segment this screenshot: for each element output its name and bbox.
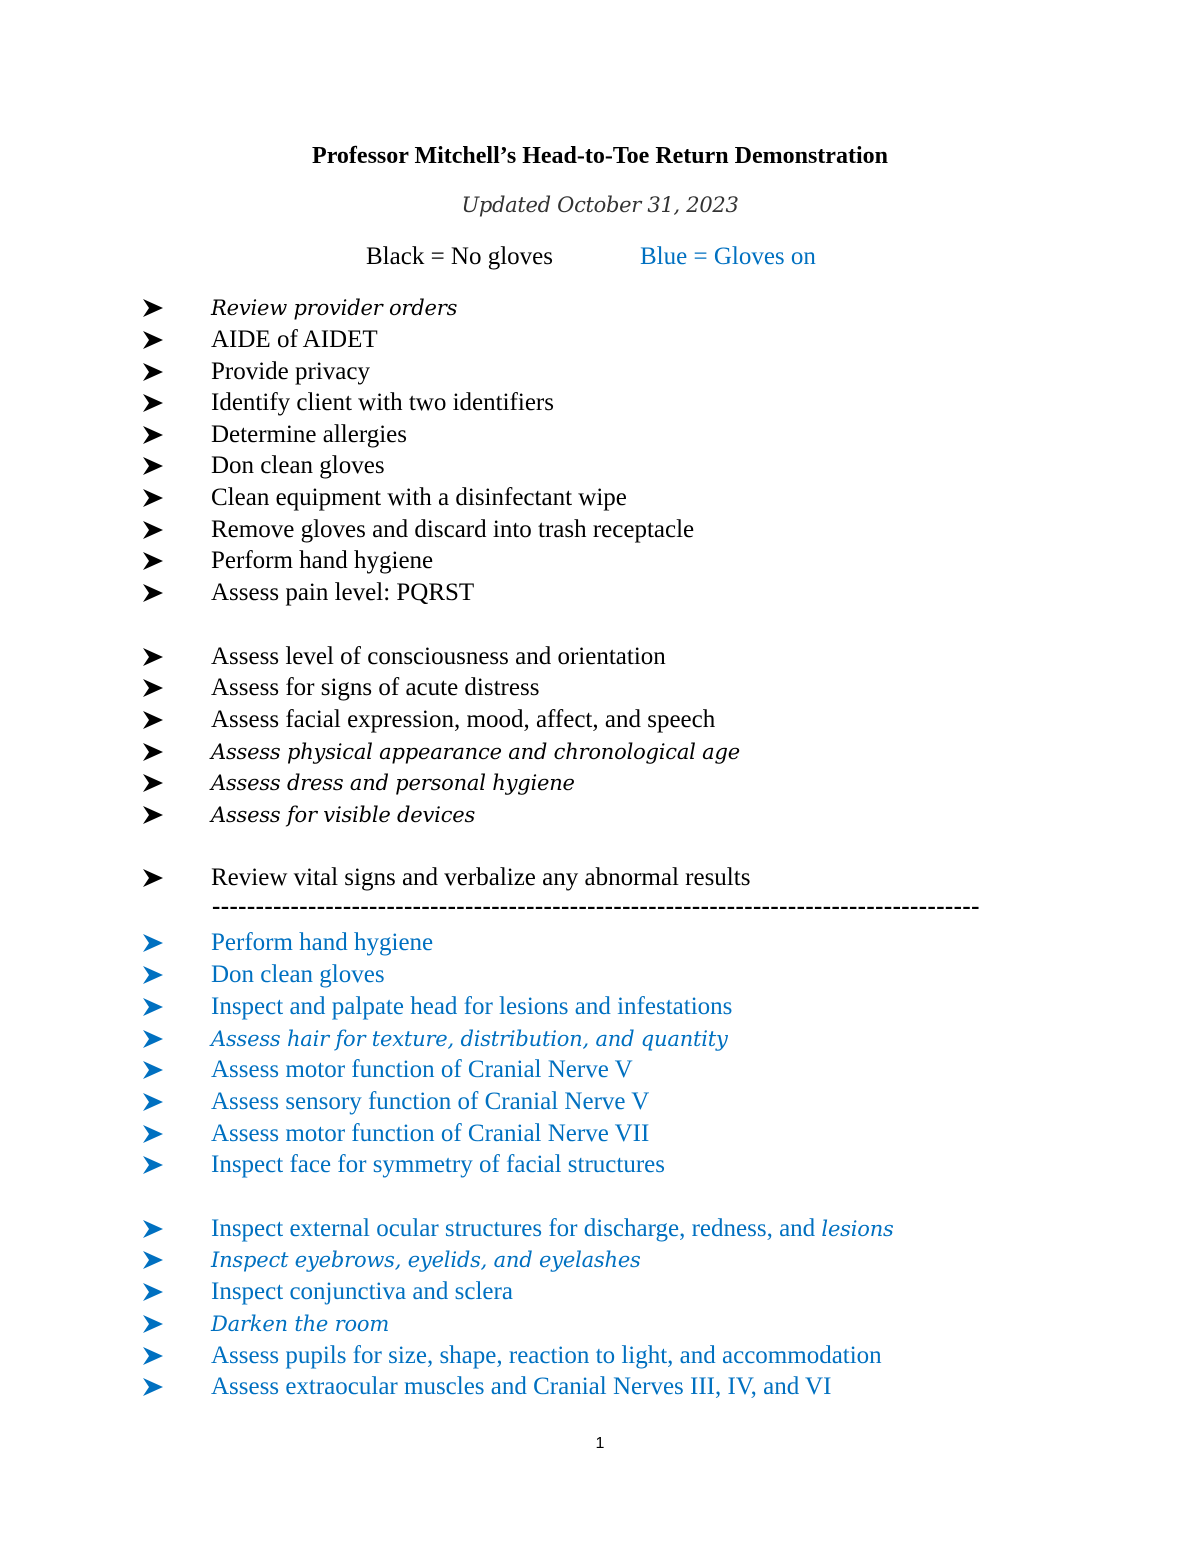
arrowhead-bullet-icon (142, 1281, 164, 1303)
checklist-item-text (211, 325, 378, 355)
arrowhead-bullet-icon (142, 392, 164, 414)
checklist-item (0, 293, 1200, 323)
item-text: Assess physical appearance and chronological age (211, 740, 740, 764)
checklist-item (0, 705, 1200, 735)
arrowhead-bullet-icon (142, 709, 164, 731)
checklist-item-text (211, 515, 694, 545)
item-text: Assess motor function of Cranial Nerve V (211, 1056, 633, 1083)
checklist-item (0, 768, 1200, 798)
checklist-item-text (211, 705, 715, 735)
checklist-item (0, 960, 1200, 990)
legend-blue: Blue = Gloves on (640, 243, 816, 270)
checklist-item (0, 800, 1200, 830)
arrowhead-bullet-icon (142, 867, 164, 889)
arrowhead-bullet-icon (142, 677, 164, 699)
checklist-item-text (211, 960, 385, 990)
arrowhead-bullet-icon (142, 487, 164, 509)
checklist-item-text (211, 578, 474, 608)
item-text: Darken the room (211, 1312, 390, 1336)
item-text: Inspect and palpate head for lesions and infestations (211, 993, 733, 1020)
arrowhead-bullet-icon (142, 297, 164, 319)
arrowhead-bullet-icon (142, 1218, 164, 1240)
checklist-item-text (211, 1024, 728, 1054)
checklist-item-text (211, 1119, 649, 1149)
checklist-item (0, 1087, 1200, 1117)
item-text: Review vital signs and verbalize any abnormal results (211, 864, 751, 891)
document-title: Professor Mitchell’s Head-to-Toe Return Demonstration (312, 143, 888, 169)
checklist-item (0, 1214, 1200, 1244)
arrowhead-bullet-icon (142, 1345, 164, 1367)
arrowhead-bullet-icon (142, 1249, 164, 1271)
checklist-item (0, 1150, 1200, 1180)
item-text: Assess extraocular muscles and Cranial Nerves III, IV, and VI (211, 1373, 832, 1400)
item-text: Determine allergies (211, 421, 407, 448)
item-text: Assess for signs of acute distress (211, 674, 540, 701)
section-separator: ---------------------------------------------------------------------------------------- (212, 893, 980, 920)
checklist-item-text (211, 1245, 641, 1275)
checklist-item (0, 1309, 1200, 1339)
checklist-item-text (211, 1150, 665, 1180)
item-text: Assess motor function of Cranial Nerve VII (211, 1120, 650, 1147)
arrowhead-bullet-icon (142, 932, 164, 954)
arrowhead-bullet-icon (142, 1154, 164, 1176)
item-text: Review provider orders (211, 296, 458, 320)
checklist-item-text (211, 546, 433, 576)
item-text: Provide privacy (211, 358, 370, 385)
item-text: Assess pupils for size, shape, reaction to light, and accommodation (211, 1342, 882, 1369)
checklist-item (0, 420, 1200, 450)
page-number: 1 (595, 1435, 605, 1452)
checklist-item (0, 515, 1200, 545)
legend-black: Black = No gloves (366, 243, 553, 270)
checklist-item (0, 1341, 1200, 1371)
checklist-item-text (211, 451, 385, 481)
checklist-item-text (211, 357, 370, 387)
checklist-item-text (211, 483, 627, 513)
checklist-item (0, 451, 1200, 481)
checklist-item (0, 642, 1200, 672)
checklist-item-text (211, 1277, 513, 1307)
item-text: AIDE of AIDET (211, 326, 378, 353)
checklist-item-text (211, 642, 666, 672)
arrowhead-bullet-icon (142, 804, 164, 826)
checklist-item (0, 992, 1200, 1022)
arrowhead-bullet-icon (142, 582, 164, 604)
checklist-item (0, 928, 1200, 958)
checklist-item-text (211, 673, 539, 703)
checklist-item-text (211, 1309, 389, 1339)
checklist-item-text (211, 928, 433, 958)
item-text: Assess sensory function of Cranial Nerve V (211, 1088, 650, 1115)
checklist-item-text (211, 388, 554, 418)
updated-date: Updated October 31, 2023 (461, 193, 739, 217)
arrowhead-bullet-icon (142, 1123, 164, 1145)
checklist-item-text (211, 863, 750, 893)
item-text: Identify client with two identifiers (211, 389, 554, 416)
arrowhead-bullet-icon (142, 455, 164, 477)
item-text: Assess dress and personal hygiene (211, 771, 575, 795)
arrowhead-bullet-icon (142, 1091, 164, 1113)
item-text: Inspect eyebrows, eyelids, and eyelashes (211, 1248, 641, 1272)
item-text: Perform hand hygiene (211, 929, 434, 956)
checklist-item-text (211, 1087, 649, 1117)
arrowhead-bullet-icon (142, 550, 164, 572)
arrowhead-bullet-icon (142, 424, 164, 446)
checklist-item (0, 1245, 1200, 1275)
checklist-item (0, 1024, 1200, 1054)
item-text: Don clean gloves (211, 961, 385, 988)
item-text: Assess hair for texture, distribution, and quantity (211, 1027, 728, 1051)
checklist-item (0, 1119, 1200, 1149)
checklist-item-text (211, 992, 732, 1022)
checklist-item-text (211, 1372, 831, 1402)
checklist-item (0, 546, 1200, 576)
item-text: Remove gloves and discard into trash receptacle (211, 516, 695, 543)
arrowhead-bullet-icon (142, 1376, 164, 1398)
checklist-item-text (211, 1214, 894, 1244)
checklist-item (0, 1055, 1200, 1085)
checklist-item (0, 863, 1200, 893)
arrowhead-bullet-icon (142, 996, 164, 1018)
checklist-item-text (211, 737, 740, 767)
arrowhead-bullet-icon (142, 772, 164, 794)
checklist-item (0, 737, 1200, 767)
item-text: Assess facial expression, mood, affect, and speech (211, 706, 716, 733)
item-text: Inspect external ocular structures for discharge, redness, and (211, 1215, 822, 1242)
checklist-item-text (211, 1055, 633, 1085)
arrowhead-bullet-icon (142, 1313, 164, 1335)
checklist-item (0, 483, 1200, 513)
checklist-item (0, 673, 1200, 703)
arrowhead-bullet-icon (142, 1028, 164, 1050)
arrowhead-bullet-icon (142, 741, 164, 763)
item-text: Don clean gloves (211, 452, 385, 479)
item-text: Assess level of consciousness and orientation (211, 643, 666, 670)
item-text: Clean equipment with a disinfectant wipe (211, 484, 627, 511)
arrowhead-bullet-icon (142, 964, 164, 986)
checklist-item-text (211, 293, 457, 323)
checklist-item-text (211, 800, 475, 830)
item-text: Inspect face for symmetry of facial structures (211, 1151, 665, 1178)
checklist-item (0, 325, 1200, 355)
arrowhead-bullet-icon (142, 329, 164, 351)
arrowhead-bullet-icon (142, 1059, 164, 1081)
item-text: Inspect conjunctiva and sclera (211, 1278, 513, 1305)
item-text-italic: lesions (821, 1217, 894, 1241)
checklist-item-text (211, 768, 575, 798)
item-text: Assess for visible devices (211, 803, 476, 827)
arrowhead-bullet-icon (142, 646, 164, 668)
checklist-item-text (211, 420, 407, 450)
item-text: Perform hand hygiene (211, 547, 434, 574)
checklist-item (0, 1277, 1200, 1307)
item-text: Assess pain level: PQRST (211, 579, 475, 606)
checklist-item (0, 388, 1200, 418)
checklist-item (0, 578, 1200, 608)
checklist-item (0, 1372, 1200, 1402)
arrowhead-bullet-icon (142, 361, 164, 383)
arrowhead-bullet-icon (142, 519, 164, 541)
checklist-item-text (211, 1341, 882, 1371)
checklist-item (0, 357, 1200, 387)
